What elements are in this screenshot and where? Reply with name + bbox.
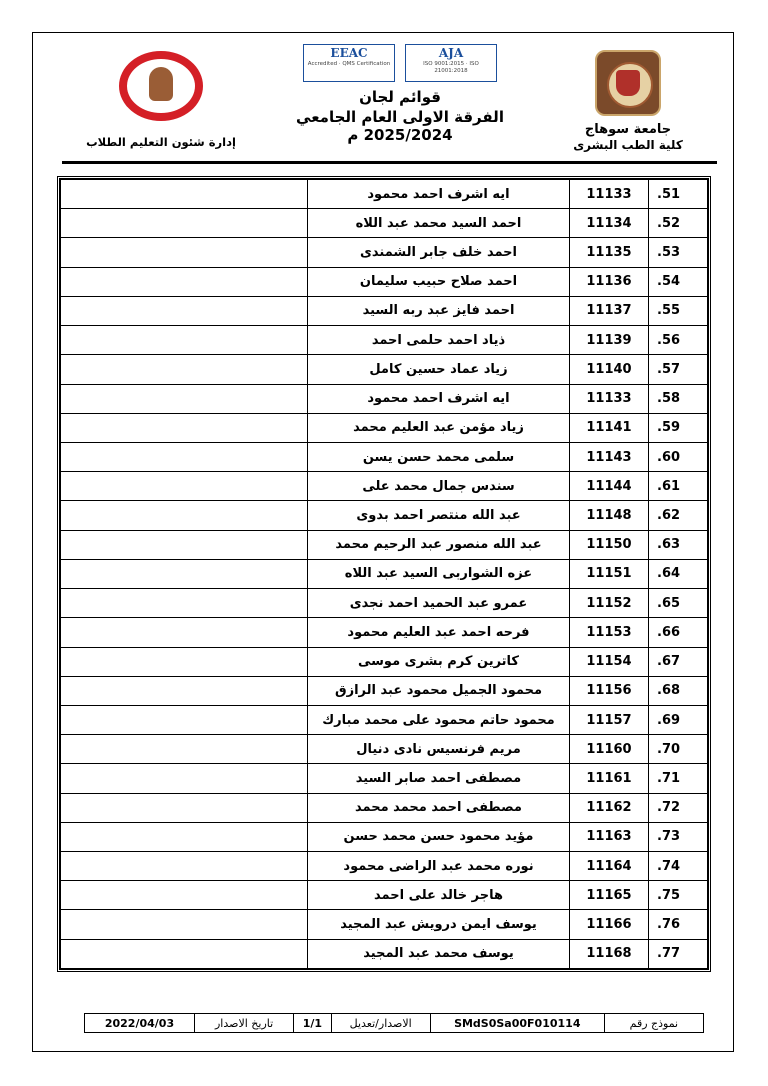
student-name: زياد مؤمن عبد العليم محمد [308,413,570,442]
student-code: 11136 [570,267,649,296]
student-code: 11143 [570,442,649,471]
student-name: زياد عماد حسين كامل [308,355,570,384]
table-row [61,705,708,734]
table-row [61,267,708,296]
row-number: .72 [649,793,708,822]
notes-cell [61,209,308,238]
student-code: 11152 [570,589,649,618]
student-code: 11144 [570,472,649,501]
document-title: قوائم لجان [359,88,441,106]
aja-certification-icon: AJA ISO 9001:2015 · ISO 21001:2018 [405,44,497,82]
faculty-name: كلية الطب البشرى [573,138,683,152]
student-name: ايه اشرف احمد محمود [308,384,570,413]
notes-cell [61,852,308,881]
notes-cell [61,676,308,705]
row-number: .57 [649,355,708,384]
student-name: مريم فرنسيس نادى دنيال [308,735,570,764]
table-row [61,910,708,939]
row-number: .67 [649,647,708,676]
student-name: ايه اشرف احمد محمود [308,180,570,209]
student-code: 11162 [570,793,649,822]
table-row [61,852,708,881]
notes-cell [61,472,308,501]
student-name: محمود الجميل محمود عبد الرازق [308,676,570,705]
notes-cell [61,881,308,910]
notes-cell [61,267,308,296]
student-name: محمود حاتم محمود على محمد مبارك [308,705,570,734]
student-name: عبد الله منصور عبد الرحيم محمد [308,530,570,559]
row-number: .74 [649,852,708,881]
student-name: ذياد احمد حلمى احمد [308,326,570,355]
student-name: احمد صلاح حبيب سليمان [308,267,570,296]
notes-cell [61,939,308,968]
student-code: 11137 [570,296,649,325]
row-number: .75 [649,881,708,910]
issue-date-label: تاريخ الاصدار [194,1014,293,1033]
row-number: .66 [649,618,708,647]
notes-cell [61,180,308,209]
table-row [61,559,708,588]
row-number: .69 [649,705,708,734]
student-code: 11156 [570,676,649,705]
issue-date-value: 2022/04/03 [85,1014,195,1033]
student-code: 11140 [570,355,649,384]
admin-department-name: إدارة شئون التعليم الطلاب [86,135,236,149]
notes-cell [61,822,308,851]
table-row [61,793,708,822]
roster-table [57,176,711,972]
table-row [61,764,708,793]
notes-cell [61,764,308,793]
row-number: .53 [649,238,708,267]
notes-cell [61,238,308,267]
student-name: نوره محمد عبد الراضى محمود [308,852,570,881]
student-code: 11164 [570,852,649,881]
notes-cell [61,296,308,325]
student-code: 11168 [570,939,649,968]
faculty-logo-icon [111,45,211,127]
row-number: .63 [649,530,708,559]
row-number: .60 [649,442,708,471]
student-name: احمد السيد محمد عبد اللاه [308,209,570,238]
student-name: فرحه احمد عبد العليم محمود [308,618,570,647]
notes-cell [61,442,308,471]
document-footer [84,1013,704,1033]
table-row [61,238,708,267]
table-row [61,209,708,238]
notes-cell [61,647,308,676]
row-number: .52 [649,209,708,238]
notes-cell [61,793,308,822]
table-row [61,180,708,209]
table-row [61,735,708,764]
student-code: 11163 [570,822,649,851]
row-number: .51 [649,180,708,209]
student-code: 11154 [570,647,649,676]
student-code: 11166 [570,910,649,939]
row-number: .61 [649,472,708,501]
row-number: .65 [649,589,708,618]
table-row [61,676,708,705]
title-block [250,44,550,144]
student-code: 11160 [570,735,649,764]
row-number: .64 [649,559,708,588]
row-number: .68 [649,676,708,705]
student-name: عمرو عبد الحميد احمد نجدى [308,589,570,618]
student-code: 11153 [570,618,649,647]
edition-label: الاصدار/تعديل [331,1014,430,1033]
table-row [61,413,708,442]
student-name: عبد الله منتصر احمد بدوى [308,501,570,530]
student-code: 11157 [570,705,649,734]
student-name: مصطفى احمد محمد محمد [308,793,570,822]
student-name: سلمى محمد حسن يسن [308,442,570,471]
notes-cell [61,326,308,355]
student-name: يوسف محمد عبد المجيد [308,939,570,968]
student-code: 11139 [570,326,649,355]
university-seal-icon [595,50,661,116]
row-number: .71 [649,764,708,793]
form-number-value: SMdS0Sa00F010114 [430,1014,604,1033]
notes-cell [61,735,308,764]
table-row [61,647,708,676]
student-code: 11141 [570,413,649,442]
table-row [61,501,708,530]
row-number: .54 [649,267,708,296]
form-number-label: نموذج رقم [604,1014,703,1033]
student-code: 11134 [570,209,649,238]
table-row [61,326,708,355]
notes-cell [61,501,308,530]
notes-cell [61,355,308,384]
student-name: مؤيد محمود حسن محمد حسن [308,822,570,851]
notes-cell [61,384,308,413]
student-name: كاترين كرم بشرى موسى [308,647,570,676]
row-number: .70 [649,735,708,764]
table-row [61,822,708,851]
eeac-accreditation-icon: EEAC Accredited · QMS Certification [303,44,395,82]
university-block [568,50,688,152]
student-name: يوسف ايمن درويش عبد المجيد [308,910,570,939]
notes-cell [61,910,308,939]
student-code: 11133 [570,384,649,413]
row-number: .73 [649,822,708,851]
row-number: .58 [649,384,708,413]
university-name: جامعة سوهاج [584,122,672,137]
document-subtitle: الفرقة الاولى العام الجامعي 2025/2024 م [296,108,504,144]
row-number: .76 [649,910,708,939]
row-number: .62 [649,501,708,530]
notes-cell [61,589,308,618]
student-code: 11165 [570,881,649,910]
student-name: مصطفى احمد صابر السيد [308,764,570,793]
student-code: 11148 [570,501,649,530]
edition-value: 1/1 [294,1014,331,1033]
student-code: 11135 [570,238,649,267]
student-name: احمد خلف جابر الشمندى [308,238,570,267]
table-row [61,384,708,413]
row-number: .59 [649,413,708,442]
student-name: سندس جمال محمد على [308,472,570,501]
row-number: .77 [649,939,708,968]
table-row [61,355,708,384]
certification-logos [250,44,550,82]
table-row [61,589,708,618]
notes-cell [61,530,308,559]
notes-cell [61,618,308,647]
notes-cell [61,705,308,734]
student-name: هاجر خالد على احمد [308,881,570,910]
table-row [61,618,708,647]
faculty-logo-block [76,45,246,149]
table-row [61,530,708,559]
notes-cell [61,559,308,588]
header-divider [62,161,717,164]
table-row [61,939,708,968]
row-number: .55 [649,296,708,325]
table-row [61,442,708,471]
table-row [61,472,708,501]
student-code: 11151 [570,559,649,588]
row-number: .56 [649,326,708,355]
student-code: 11161 [570,764,649,793]
student-name: عزه الشواربى السيد عبد اللاه [308,559,570,588]
notes-cell [61,413,308,442]
table-row [61,296,708,325]
student-code: 11133 [570,180,649,209]
student-code: 11150 [570,530,649,559]
student-name: احمد فايز عبد ربه السيد [308,296,570,325]
table-row [61,881,708,910]
